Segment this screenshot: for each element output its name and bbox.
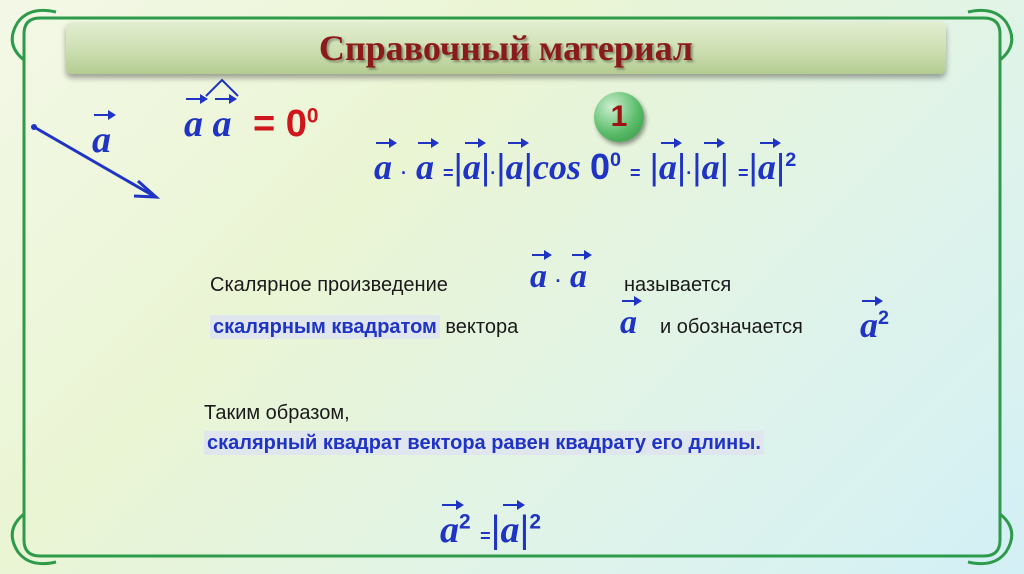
abs-bar: |: [519, 509, 530, 551]
vector-symbol: a: [440, 509, 459, 551]
title-banner: [66, 22, 946, 74]
conclusion-intro: Таким образом,: [204, 402, 350, 424]
step-number: 1: [610, 100, 628, 133]
square-exponent: 2: [529, 510, 542, 534]
sentence-2-mid: вектора: [445, 316, 519, 338]
abs-bar: |: [453, 146, 463, 187]
abs-bar: |: [490, 509, 501, 551]
vector-label: [92, 118, 111, 162]
dot-operator: ·: [490, 163, 497, 183]
vector-symbol: a: [92, 119, 111, 161]
zero-angle: [253, 103, 319, 145]
dot-operator: ·: [555, 271, 562, 291]
vector-symbol: a: [757, 147, 776, 187]
zero-text: 0: [589, 146, 610, 187]
abs-bar: |: [676, 146, 687, 187]
vector-symbol: a: [184, 103, 203, 145]
conclusion-statement: [204, 432, 764, 455]
equals-sign: =: [630, 163, 641, 183]
vector-symbol: a: [374, 147, 392, 187]
a-squared-notation: [860, 304, 889, 346]
vector-symbol: a: [620, 304, 637, 341]
vector-symbol: a: [416, 147, 434, 187]
dot-operator: ·: [686, 163, 693, 183]
sentence-2: [210, 316, 518, 339]
angle-expression: [184, 102, 319, 146]
sentence-1-end: называется: [624, 274, 732, 296]
vector-symbol: a: [500, 509, 520, 551]
decorative-border: [24, 18, 1000, 556]
degree-sup: 0: [609, 149, 621, 171]
abs-bar: |: [496, 146, 506, 187]
vector-symbol: a: [462, 147, 481, 187]
cos-function: cos: [532, 147, 581, 187]
vector-symbol: a: [530, 258, 547, 295]
sentence-1-start: Скалярное произведение: [210, 274, 448, 296]
sentence-2-end: и обозначается: [660, 316, 803, 338]
vector-symbol: a: [860, 305, 878, 345]
square-exponent: 2: [785, 149, 797, 171]
vector-symbol: a: [701, 147, 720, 187]
vector-symbol: a: [658, 147, 677, 187]
abs-bar: |: [523, 146, 533, 187]
vector-arrowhead: [134, 181, 156, 197]
abs-bar: |: [748, 146, 758, 187]
square-exponent: 2: [878, 307, 890, 329]
dot-operator: ·: [401, 163, 407, 183]
equals-sign: =: [443, 163, 454, 183]
vector-symbol: a: [570, 258, 587, 295]
degree-sup: 0: [306, 104, 319, 128]
conclusion-bold: скалярный квадрат вектора равен квадрату его длины.: [204, 431, 764, 455]
vector-symbol: a: [505, 147, 524, 187]
main-equation: [374, 146, 796, 188]
final-formula: [440, 508, 541, 552]
equals-sign: =: [737, 163, 749, 183]
scalar-square-term: скалярным квадратом: [210, 315, 440, 339]
dot-product-expression: [530, 258, 587, 296]
equals-sign: =: [480, 526, 491, 546]
square-exponent: 2: [459, 510, 471, 534]
vector-symbol: a: [212, 103, 232, 145]
abs-bar: |: [649, 146, 659, 187]
abs-bar: |: [775, 146, 786, 187]
slide-title: Справочный материал: [318, 28, 694, 68]
vector-a-inline: [620, 304, 637, 342]
abs-bar: |: [692, 146, 702, 187]
zero-angle-text: = 0: [253, 103, 307, 145]
zero-degree: [590, 146, 621, 187]
abs-bar: |: [719, 146, 729, 187]
abs-bar: |: [480, 146, 491, 187]
step-badge: [594, 92, 644, 142]
